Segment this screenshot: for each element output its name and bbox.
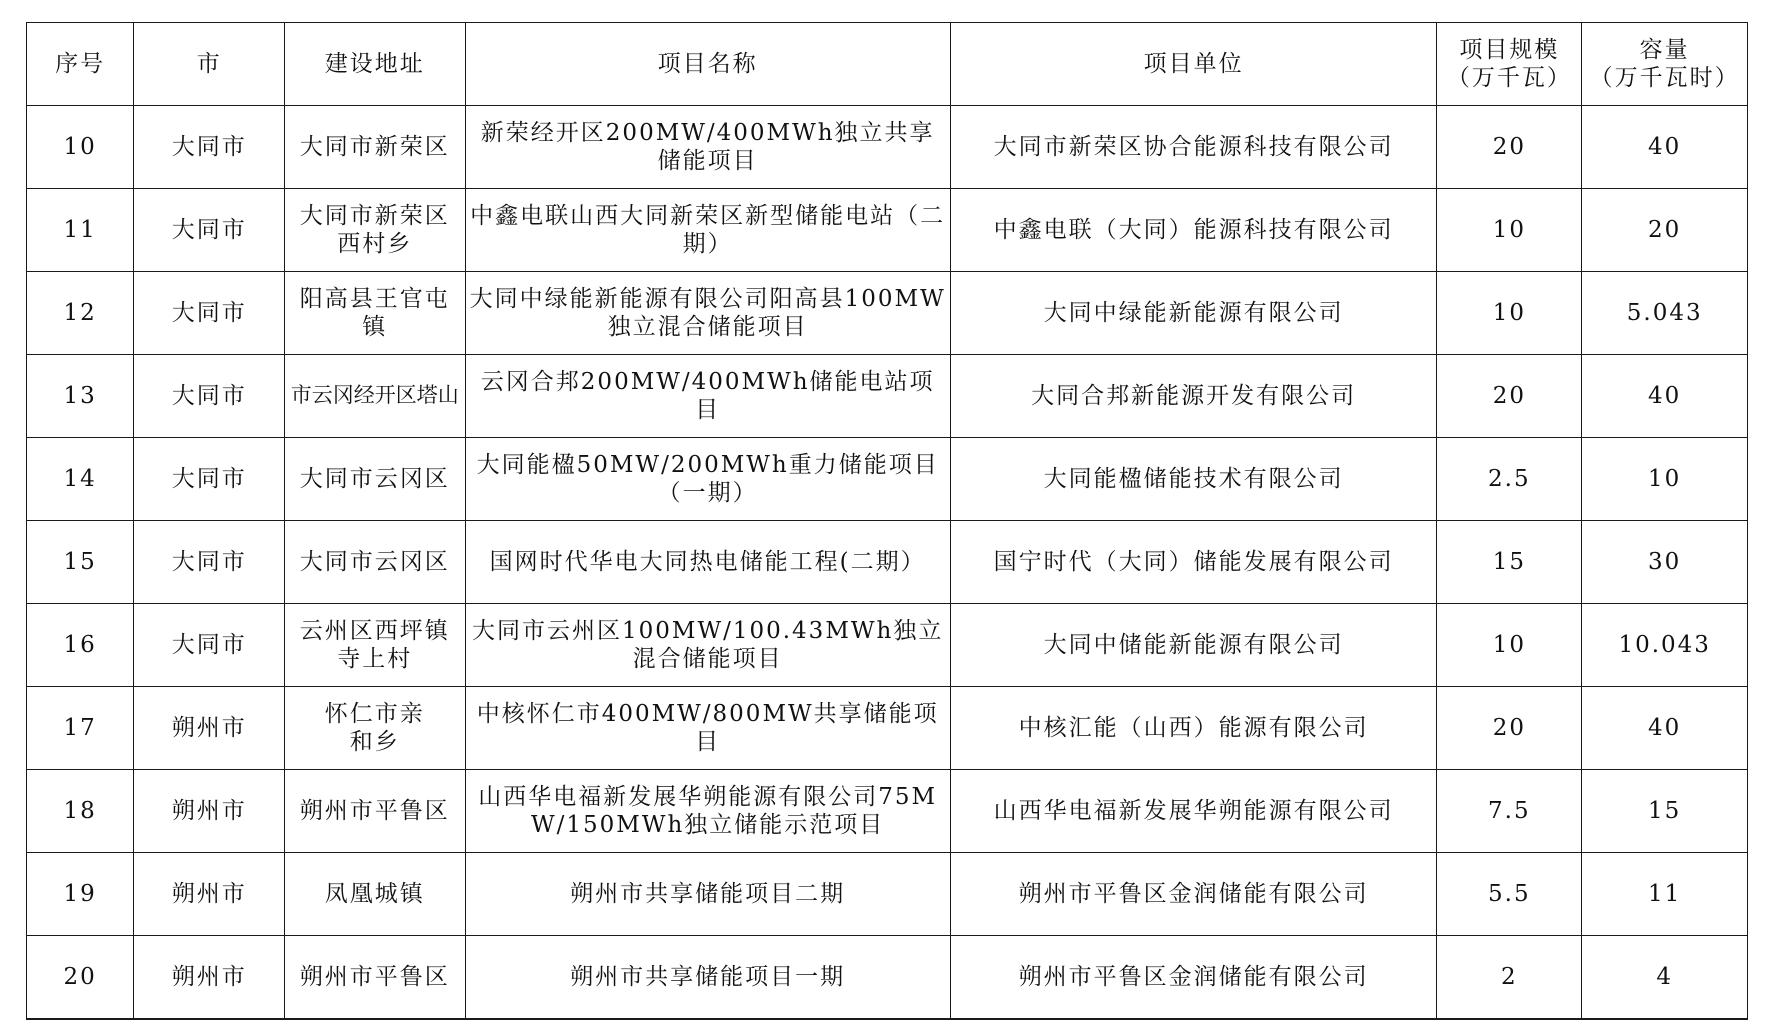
cell-city: 大同市 xyxy=(134,438,285,521)
cell-scale: 10 xyxy=(1437,604,1582,687)
cell-city: 朔州市 xyxy=(134,770,285,853)
cell-unit: 朔州市平鲁区金润储能有限公司 xyxy=(950,936,1436,1019)
header-scale-line1: 项目规模 xyxy=(1459,36,1560,63)
cell-no: 11 xyxy=(27,189,134,272)
cell-capacity: 10 xyxy=(1582,438,1748,521)
cell-name: 大同市云州区100MW/100.43MWh独立混合储能项目 xyxy=(465,604,950,687)
energy-storage-project-table xyxy=(26,22,1748,1020)
cell-address: 阳高县王官屯镇 xyxy=(285,272,465,355)
cell-capacity: 4 xyxy=(1582,936,1748,1019)
table-row xyxy=(27,355,1748,438)
cell-name: 朔州市共享储能项目一期 xyxy=(465,936,950,1019)
cell-name: 朔州市共享储能项目二期 xyxy=(465,853,950,936)
cell-city: 大同市 xyxy=(134,272,285,355)
cell-no: 14 xyxy=(27,438,134,521)
cell-capacity: 11 xyxy=(1582,853,1748,936)
cell-unit: 中核汇能（山西）能源有限公司 xyxy=(950,687,1436,770)
header-no: 序号 xyxy=(27,23,134,106)
cell-capacity: 40 xyxy=(1582,106,1748,189)
cell-no: 15 xyxy=(27,521,134,604)
cell-capacity: 40 xyxy=(1582,687,1748,770)
header-name: 项目名称 xyxy=(465,23,950,106)
cell-city: 大同市 xyxy=(134,355,285,438)
cell-name: 大同能楹50MW/200MWh重力储能项目（一期） xyxy=(465,438,950,521)
cell-capacity: 20 xyxy=(1582,189,1748,272)
cell-no: 13 xyxy=(27,355,134,438)
cell-unit: 大同市新荣区协合能源科技有限公司 xyxy=(950,106,1436,189)
cell-scale: 20 xyxy=(1437,106,1582,189)
cell-name: 中鑫电联山西大同新荣区新型储能电站（二期） xyxy=(465,189,950,272)
cell-address: 怀仁市亲和乡 xyxy=(285,687,465,770)
cell-address: 凤凰城镇 xyxy=(285,853,465,936)
header-capacity-line2: （万千瓦时） xyxy=(1589,65,1740,91)
cell-no: 17 xyxy=(27,687,134,770)
cell-city: 大同市 xyxy=(134,604,285,687)
cell-unit: 大同合邦新能源开发有限公司 xyxy=(950,355,1436,438)
cell-city: 朔州市 xyxy=(134,936,285,1019)
cell-unit: 中鑫电联（大同）能源科技有限公司 xyxy=(950,189,1436,272)
cell-scale: 10 xyxy=(1437,272,1582,355)
table-row xyxy=(27,189,1748,272)
cell-name: 中核怀仁市400MW/800MW共享储能项目 xyxy=(465,687,950,770)
cell-unit: 国宁时代（大同）储能发展有限公司 xyxy=(950,521,1436,604)
cell-unit: 朔州市平鲁区金润储能有限公司 xyxy=(950,853,1436,936)
cell-no: 19 xyxy=(27,853,134,936)
header-city: 市 xyxy=(134,23,285,106)
cell-unit: 大同中绿能新能源有限公司 xyxy=(950,272,1436,355)
cell-address: 大同市新荣区西村乡 xyxy=(285,189,465,272)
cell-scale: 7.5 xyxy=(1437,770,1582,853)
cell-city: 大同市 xyxy=(134,189,285,272)
table-row xyxy=(27,106,1748,189)
cell-city: 朔州市 xyxy=(134,687,285,770)
cell-no: 20 xyxy=(27,936,134,1019)
cell-scale: 2.5 xyxy=(1437,438,1582,521)
cell-address: 大同市云冈区 xyxy=(285,438,465,521)
cell-address: 市云冈经开区塔山 xyxy=(285,355,465,438)
header-scale-line2: （万千瓦） xyxy=(1446,65,1572,91)
cell-address: 大同市云冈区 xyxy=(285,521,465,604)
table-row xyxy=(27,272,1748,355)
cell-name: 新荣经开区200MW/400MWh独立共享储能项目 xyxy=(465,106,950,189)
cell-scale: 10 xyxy=(1437,189,1582,272)
table-row xyxy=(27,853,1748,936)
header-address: 建设地址 xyxy=(285,23,465,106)
cell-no: 12 xyxy=(27,272,134,355)
table-row xyxy=(27,604,1748,687)
cell-scale: 20 xyxy=(1437,355,1582,438)
table-row xyxy=(27,687,1748,770)
cell-capacity: 10.043 xyxy=(1582,604,1748,687)
header-scale xyxy=(1437,23,1582,106)
table-row xyxy=(27,521,1748,604)
table-header-row xyxy=(27,23,1748,106)
cell-unit: 大同能楹储能技术有限公司 xyxy=(950,438,1436,521)
cell-no: 16 xyxy=(27,604,134,687)
cell-scale: 15 xyxy=(1437,521,1582,604)
cell-city: 大同市 xyxy=(134,106,285,189)
header-capacity-line1: 容量 xyxy=(1639,36,1690,63)
cell-no: 10 xyxy=(27,106,134,189)
cell-unit: 山西华电福新发展华朔能源有限公司 xyxy=(950,770,1436,853)
cell-city: 大同市 xyxy=(134,521,285,604)
cell-address: 朔州市平鲁区 xyxy=(285,936,465,1019)
cell-scale: 5.5 xyxy=(1437,853,1582,936)
cell-unit: 大同中储能新能源有限公司 xyxy=(950,604,1436,687)
header-unit: 项目单位 xyxy=(950,23,1436,106)
cell-capacity: 15 xyxy=(1582,770,1748,853)
table-row xyxy=(27,936,1748,1019)
cell-scale: 20 xyxy=(1437,687,1582,770)
cell-capacity: 5.043 xyxy=(1582,272,1748,355)
table-row xyxy=(27,770,1748,853)
cell-address: 朔州市平鲁区 xyxy=(285,770,465,853)
cell-name: 云冈合邦200MW/400MWh储能电站项目 xyxy=(465,355,950,438)
cell-address: 大同市新荣区 xyxy=(285,106,465,189)
cell-scale: 2 xyxy=(1437,936,1582,1019)
header-capacity xyxy=(1582,23,1748,106)
cell-name: 国网时代华电大同热电储能工程(二期） xyxy=(465,521,950,604)
cell-name: 大同中绿能新能源有限公司阳高县100MW独立混合储能项目 xyxy=(465,272,950,355)
cell-name: 山西华电福新发展华朔能源有限公司75MW/150MWh独立储能示范项目 xyxy=(465,770,950,853)
cell-city: 朔州市 xyxy=(134,853,285,936)
cell-no: 18 xyxy=(27,770,134,853)
table-row xyxy=(27,438,1748,521)
cell-capacity: 30 xyxy=(1582,521,1748,604)
cell-address: 云州区西坪镇寺上村 xyxy=(285,604,465,687)
cell-capacity: 40 xyxy=(1582,355,1748,438)
